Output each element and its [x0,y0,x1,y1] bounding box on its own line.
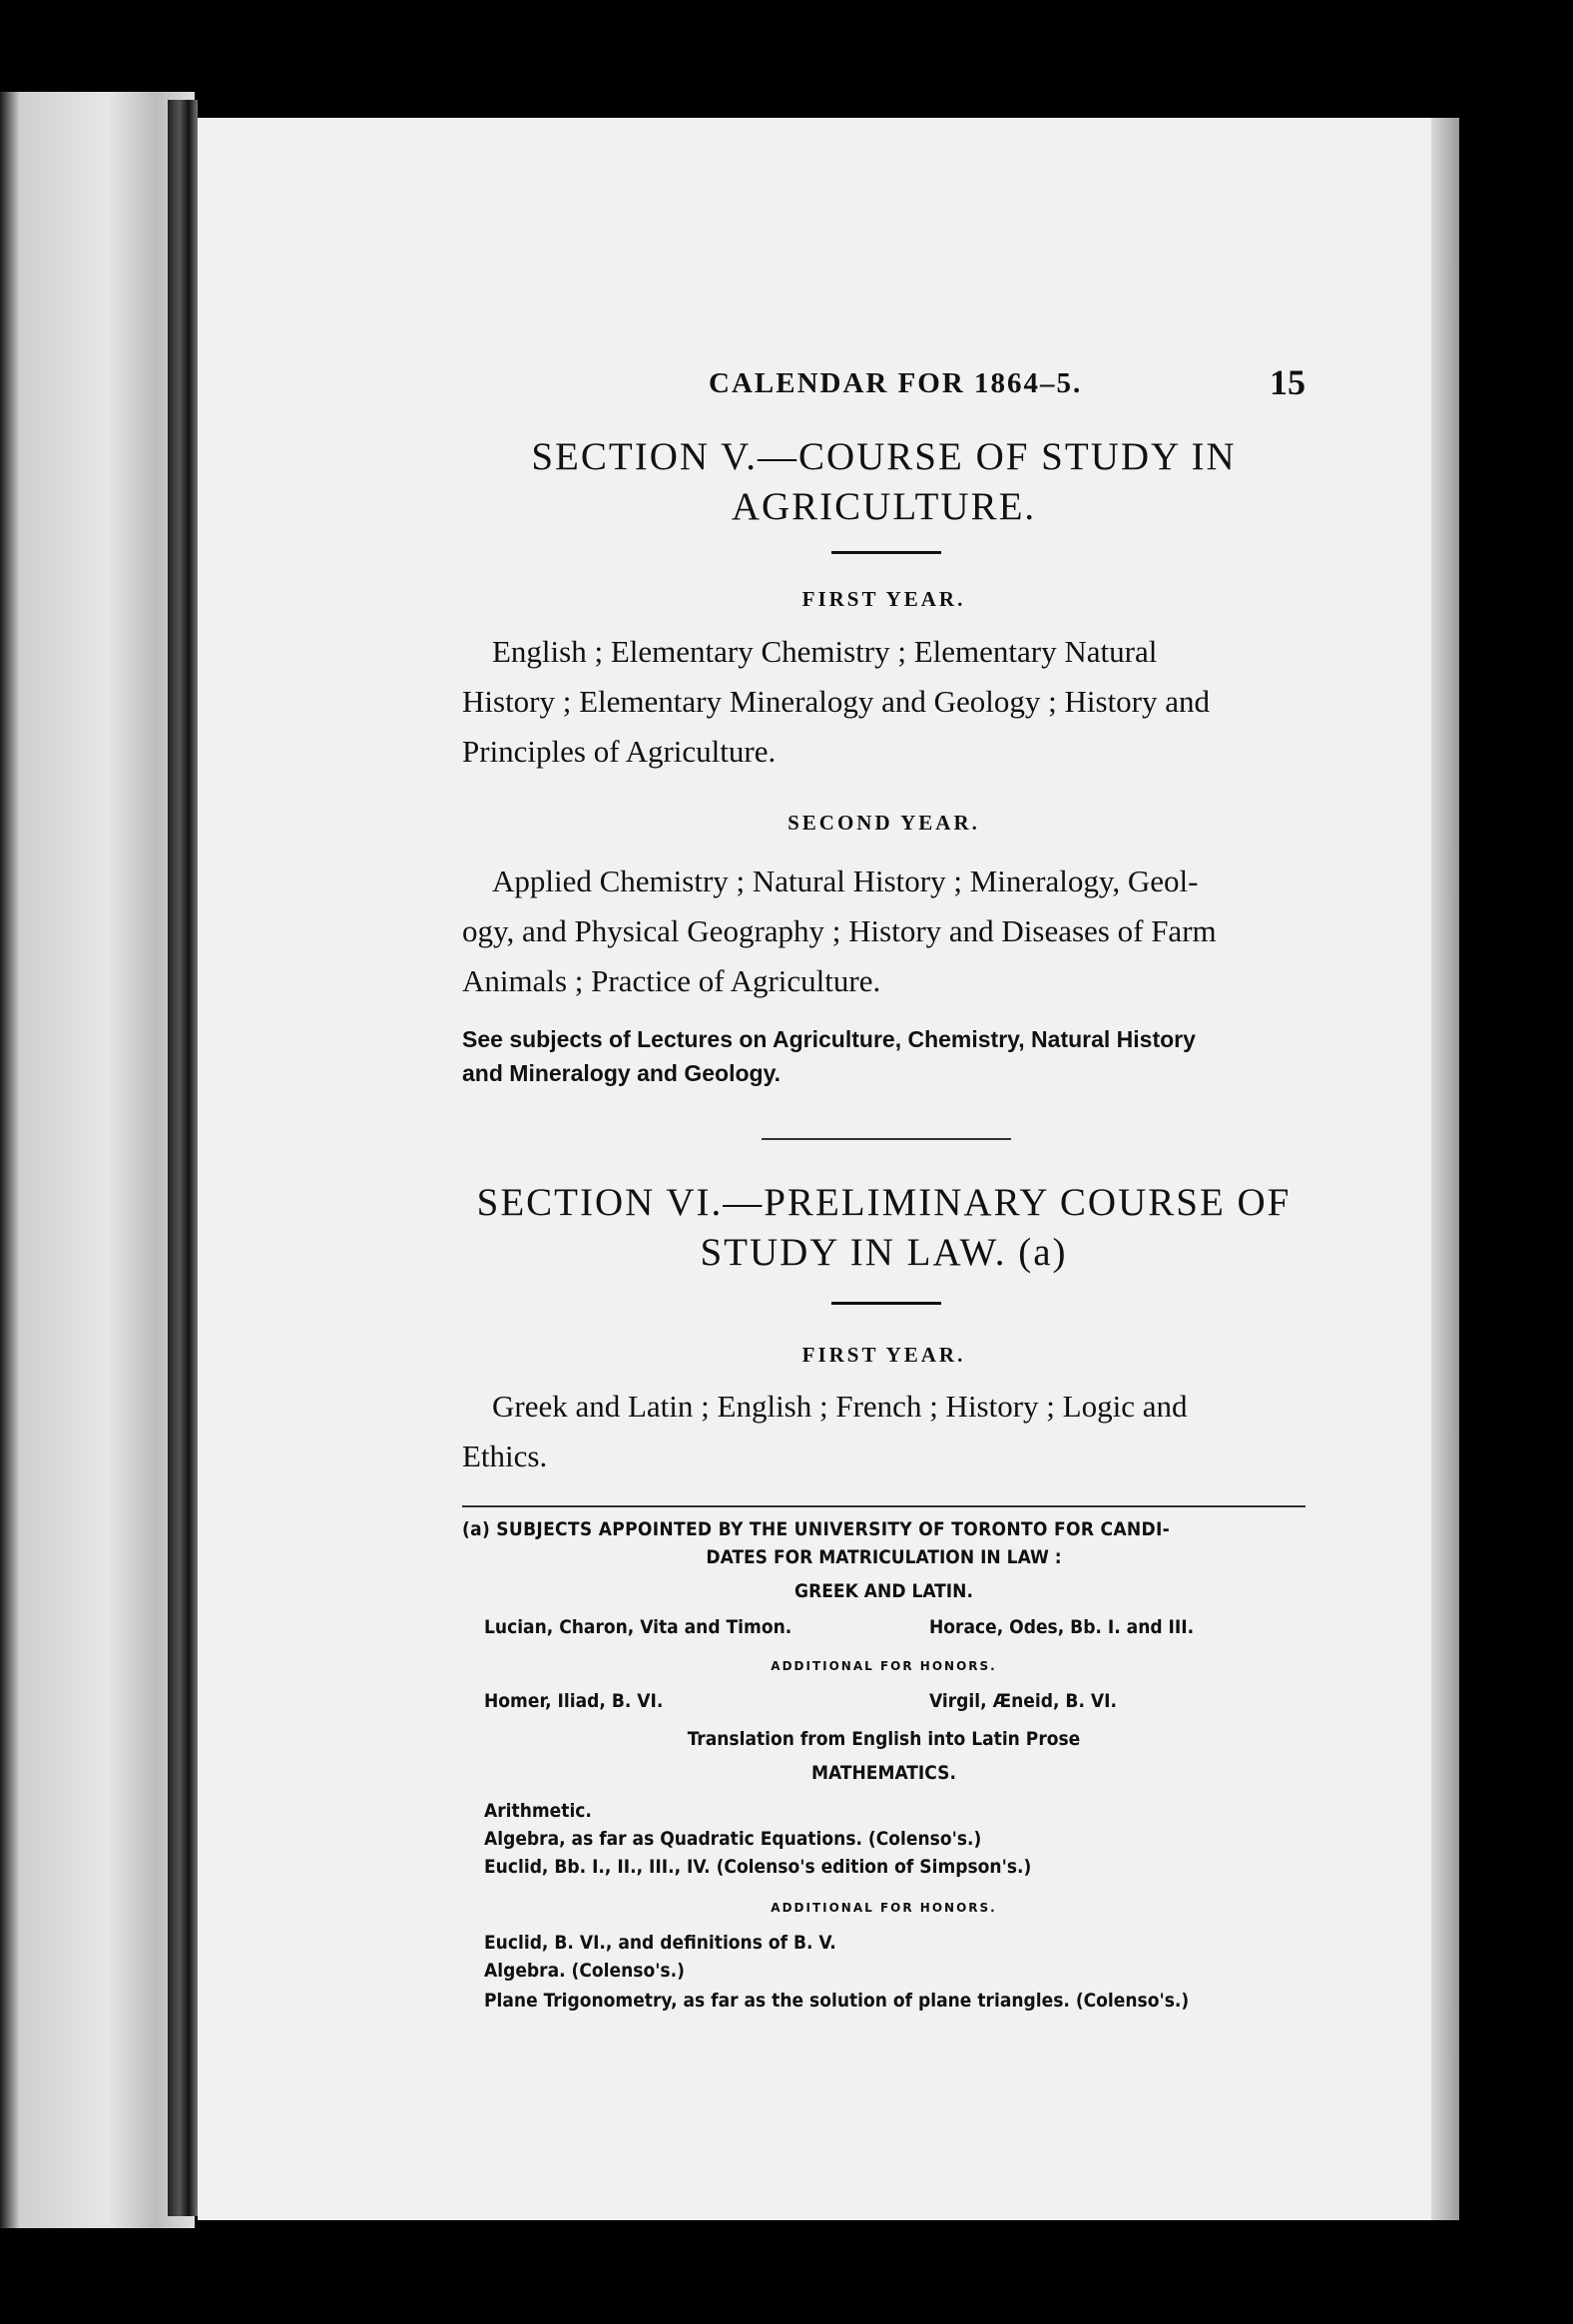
footnote-mathematics-label: MATHEMATICS. [811,1762,956,1784]
page-edge [1431,118,1459,2220]
footnote-rule [462,1505,1306,1507]
section-5-first-year-label: FIRST YEAR. [801,587,966,611]
section-6-rule [831,1302,941,1305]
section-5-second-year-line-3: Animals ; Practice of Agriculture. [462,963,881,998]
section-6-first-year-line-1: Greek and Latin ; English ; French ; History ; Logic and [492,1389,1188,1424]
page-number: 15 [1270,362,1306,402]
footnote-math-line-1: Arithmetic. [484,1800,592,1822]
section-5-heading-line-1: SECTION V.—COURSE OF STUDY IN [531,435,1237,478]
footnote-math-honor-line-2: Algebra. (Colenso's.) [484,1960,685,1982]
footnote-intro-line-2: DATES FOR MATRICULATION IN LAW : [706,1546,1062,1568]
footnote-additional-honors-1: ADDITIONAL FOR HONORS. [771,1659,997,1673]
footnote-math-line-2: Algebra, as far as Quadratic Equations. (Colenso's.) [484,1828,982,1850]
section-5-second-year-line-1: Applied Chemistry ; Natural History ; Mineralogy, Geol- [492,864,1199,898]
footnote-additional-honors-2: ADDITIONAL FOR HONORS. [771,1901,997,1915]
section-5-second-year-line-2: ogy, and Physical Geography ; History and Diseases of Farm [462,913,1217,948]
footnote-math-honor-line-3: Plane Trigonometry, as far as the solution of plane triangles. (Colenso's.) [484,1990,1190,2012]
section-5-first-year-line-3: Principles of Agriculture. [462,734,777,769]
footnote-honors-left: Homer, Iliad, B. VI. [484,1690,664,1712]
section-6-first-year-line-2: Ethics. [462,1439,548,1473]
footnote-greek-latin-right: Horace, Odes, Bb. I. and III. [929,1616,1195,1638]
section-5-first-year-line-1: English ; Elementary Chemistry ; Elementary Natural [492,634,1158,669]
section-5-heading-line-2: AGRICULTURE. [731,485,1037,528]
footnote-greek-latin-label: GREEK AND LATIN. [794,1580,973,1602]
footnote-translation: Translation from English into Latin Prose [687,1728,1081,1750]
footnote-greek-latin-left: Lucian, Charon, Vita and Timon. [484,1616,792,1638]
section-6-first-year-label: FIRST YEAR. [801,1343,966,1367]
footnote-intro-line-1: (a) SUBJECTS APPOINTED BY THE UNIVERSITY OF TORONTO FOR CANDI- [462,1518,1171,1540]
section-5-note-line-1: See subjects of Lectures on Agriculture, Chemistry, Natural History [462,1026,1196,1052]
section-5-rule [831,551,941,554]
section-5-second-year-label: SECOND YEAR. [787,811,980,835]
section-6-heading-line-2: STUDY IN LAW. (a) [700,1231,1068,1274]
previous-page-strip [0,92,195,2228]
section-divider [762,1138,1011,1140]
section-5-note-line-2: and Mineralogy and Geology. [462,1060,782,1086]
section-5-first-year-line-2: History ; Elementary Mineralogy and Geology ; History and [462,684,1211,719]
footnote-math-line-3: Euclid, Bb. I., II., III., IV. (Colenso's edition of Simpson's.) [484,1856,1032,1878]
book-binding [168,100,198,2216]
section-6-heading-line-1: SECTION VI.—PRELIMINARY COURSE OF [476,1181,1292,1224]
footnote-honors-right: Virgil, Æneid, B. VI. [929,1690,1117,1712]
running-head [462,361,1306,409]
running-title: CALENDAR FOR 1864–5. [709,367,1083,399]
footnote-math-honor-line-1: Euclid, B. VI., and definitions of B. V. [484,1932,836,1954]
